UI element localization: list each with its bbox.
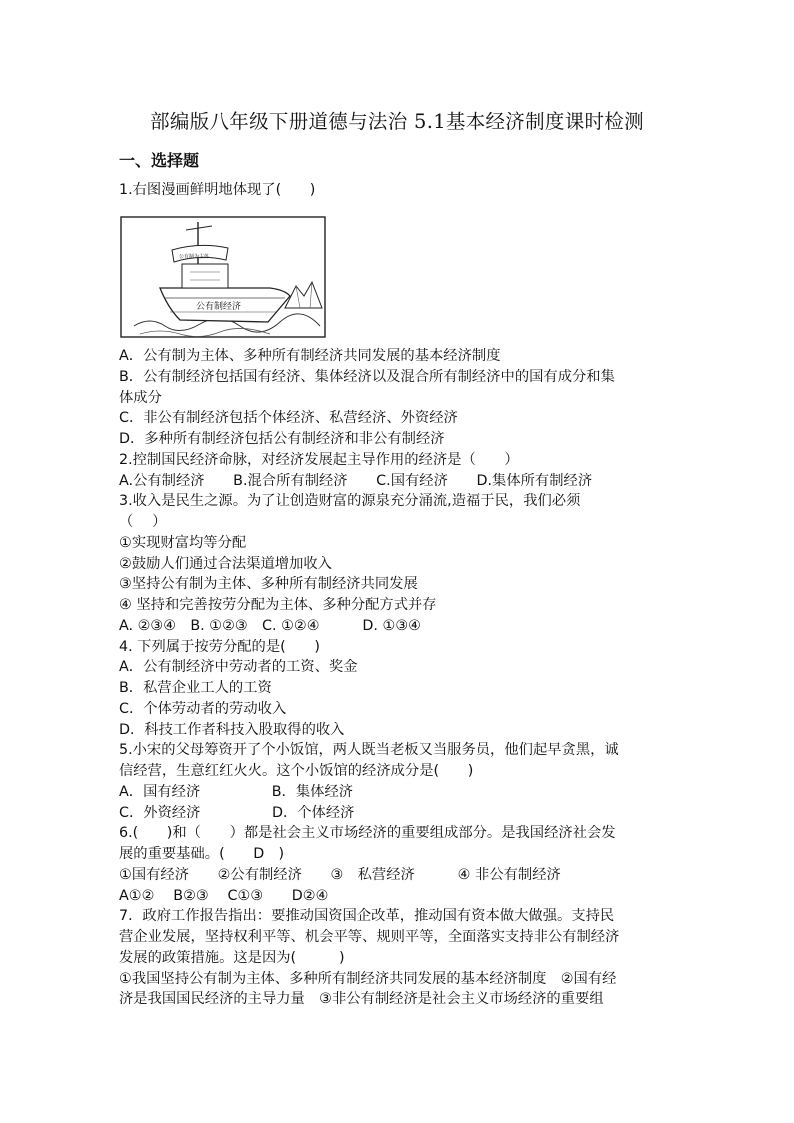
q4-option-c: C．个体劳动者的劳动收入: [119, 701, 287, 717]
question-3-stem: 3.收入是民生之源。为了让创造财富的源泉充分涌流,造福于民，我们必须: [119, 493, 581, 509]
question-6-stem: 6.( )和（ ）都是社会主义市场经济的重要组成部分。是我国经济社会发: [119, 825, 616, 841]
question-2-stem: 2.控制国民经济命脉，对经济发展起主导作用的经济是（ ）: [119, 452, 519, 468]
q4-option-b: B．私营企业工人的工资: [119, 680, 272, 696]
q1-option-b-cont: 体成分: [119, 390, 162, 406]
question-4-stem: 4. 下列属于按劳分配的是( ): [119, 639, 320, 655]
question-7-stem: 7．政府工作报告指出：要推动国资国企改革，推动国有资本做大做强。支持民: [119, 908, 615, 924]
section-heading: 一、选择题: [119, 151, 200, 170]
q1-option-a: A．公有制为主体、多种所有制经济共同发展的基本经济制度: [119, 348, 501, 364]
q6-options: A①② B②③ C①③ D②④: [119, 888, 329, 904]
question-5-stem: 5.小宋的父母筹资开了个小饭馆，两人既当老板又当服务员，他们起早贪黑，诚: [119, 742, 619, 758]
q7-items-1: ①我国坚持公有制为主体、多种所有制经济共同发展的基本经济制度 ②国有经: [119, 971, 617, 987]
q4-option-d: D．科技工作者科技入股取得的收入: [119, 722, 345, 738]
q3-item-3: ③坚持公有制为主体、多种所有制经济共同发展: [119, 576, 418, 592]
q5-options-ab: A．国有经济 B．集体经济: [119, 784, 354, 800]
q3-options: A. ②③④ B. ①②③ C. ①②④ D. ①③④: [119, 618, 421, 634]
page-title: 部编版八年级下册道德与法治 5.1基本经济制度课时检测: [150, 110, 644, 133]
q1-option-b: B．公有制经济包括国有经济、集体经济以及混合所有制经济中的国有成分和集: [119, 369, 615, 385]
question-5-stem-cont: 信经营，生意红红火火。这个小饭馆的经济成分是( ): [119, 763, 474, 779]
question-3-stem-cont: （ ）: [119, 514, 167, 530]
q4-option-a: A．公有制经济中劳动者的工资、奖金: [119, 659, 358, 675]
flag-label-text: 公有制为主体: [179, 254, 210, 260]
q6-items: ①国有经济 ②公有制经济 ③ 私营经济 ④ 非公有制经济: [119, 867, 561, 883]
question-7-stem-cont-1: 营企业发展，坚持权利平等、机会平等、规则平等，全面落实支持非公有制经济: [119, 929, 620, 945]
q3-item-1: ①实现财富均等分配: [119, 535, 247, 551]
q2-options: A.公有制经济 B.混合所有制经济 C.国有经济 D.集体所有制经济: [119, 473, 593, 489]
q7-items-2: 济是我国国民经济的主导力量 ③非公有制经济是社会主义市场经济的重要组: [119, 991, 604, 1007]
question-7-stem-cont-2: 发展的政策措施。这是因为( ): [119, 950, 345, 966]
q3-item-4: ④ 坚持和完善按劳分配为主体、多种分配方式并存: [119, 597, 437, 613]
q1-option-d: D．多种所有制经济包括公有制经济和非公有制经济: [119, 431, 445, 447]
cartoon-image: [120, 216, 326, 346]
q3-item-2: ②鼓励人们通过合法渠道增加收入: [119, 556, 332, 572]
question-1-stem: 1.右图漫画鲜明地体现了( ): [119, 182, 316, 198]
question-6-stem-cont: 展的重要基础。( D ): [119, 846, 285, 862]
q1-option-c: C．非公有制经济包括个体经济、私营经济、外资经济: [119, 410, 458, 426]
q5-options-cd: C．外资经济 D．个体经济: [119, 805, 355, 821]
ship-label-text: 公有制经济: [196, 302, 242, 312]
